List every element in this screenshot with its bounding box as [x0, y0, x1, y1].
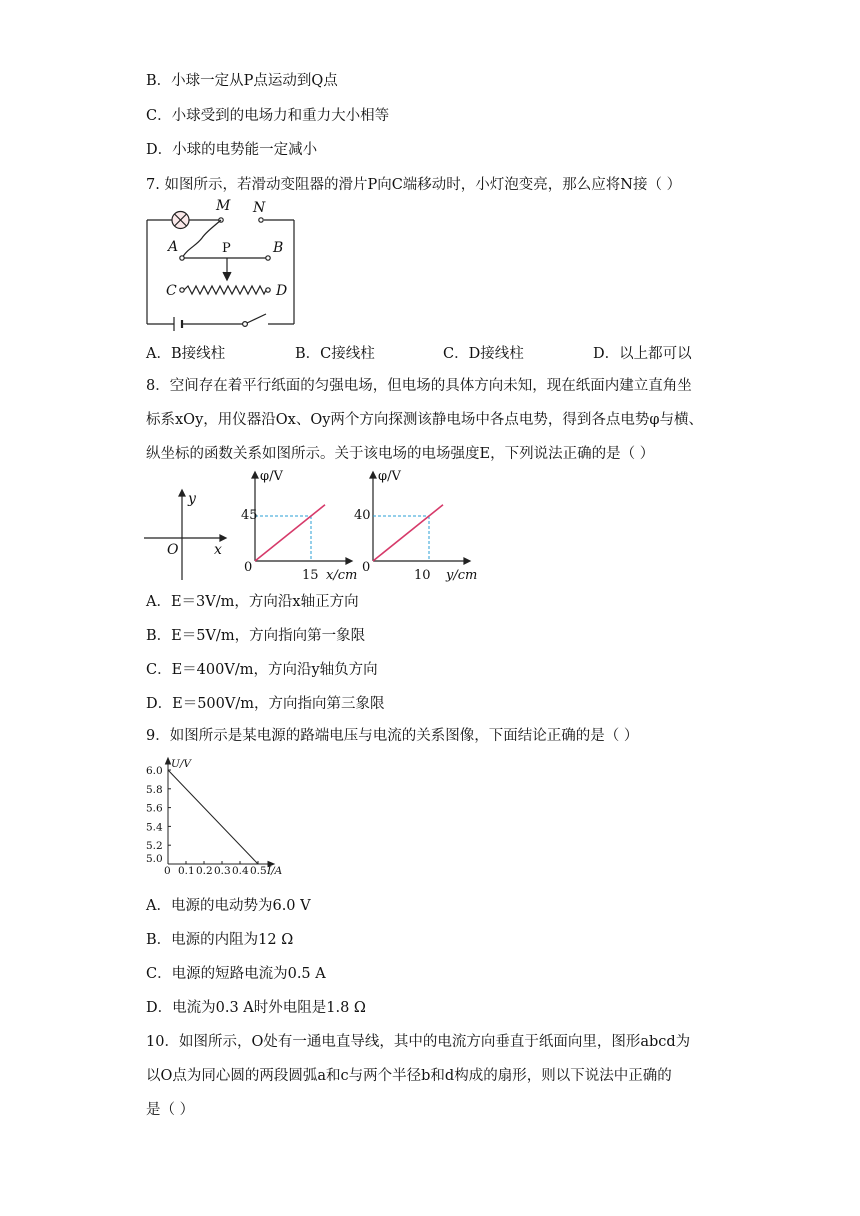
q10-stem-line-1: 10．如图所示，O处有一通电直导线，其中的电流方向垂直于纸面向里，图形abcd为 [146, 1034, 691, 1050]
ui-ytick-label: 5.4 [146, 821, 163, 834]
q9-option-c: C．电源的短路电流为0.5 A [146, 966, 326, 982]
phi-x-origin: 0 [244, 560, 253, 575]
phi-x-ylabel: φ/V [260, 469, 283, 484]
q8-phi-y-chart [356, 468, 480, 582]
phi-y-ylabel: φ/V [378, 469, 401, 484]
q8-stem-line-1: 8．空间存在着平行纸面的匀强电场，但电场的具体方向未知，现在纸面内建立直角坐 [146, 378, 692, 394]
label-c: C [166, 283, 177, 299]
phi-y-series-line [373, 505, 443, 561]
q9-option-d: D．电流为0.3 A时外电阻是1.8 Ω [146, 1000, 366, 1016]
q7-option-a: A．B接线柱 [146, 346, 226, 362]
ui-xtick-label: 0.2 [196, 865, 213, 877]
label-n: N [253, 200, 266, 216]
q7-circuit-figure [140, 198, 300, 332]
axes-label-o: O [167, 542, 179, 558]
ui-series-line [168, 770, 258, 864]
label-d: D [276, 283, 288, 299]
axes-label-y: y [188, 491, 196, 507]
phi-y-xlabel: y/cm [446, 568, 478, 583]
q8-stem-line-3: 纵坐标的函数关系如图所示。关于该电场的电场强度E，下列说法正确的是（ ） [146, 446, 655, 462]
q8-option-d: D．E＝500V/m，方向指向第三象限 [146, 696, 385, 712]
phi-y-ytick: 40 [354, 508, 371, 523]
q8-axes-figure [140, 486, 230, 582]
label-a: A [168, 239, 179, 255]
q8-option-b: B．E＝5V/m，方向指向第一象限 [146, 628, 366, 644]
q10-stem-line-3: 是（ ） [146, 1102, 195, 1118]
q9-option-a: A．电源的电动势为6.0 V [146, 898, 311, 914]
q7-options [146, 342, 746, 362]
label-b: B [273, 240, 284, 256]
q6-option-d: D．小球的电势能一定减小 [146, 142, 318, 158]
label-p: P [222, 241, 231, 256]
axes-label-x: x [214, 542, 222, 558]
q8-option-c: C．E＝400V/m，方向沿y轴负方向 [146, 662, 378, 678]
ui-ytick-label: 5.6 [146, 802, 163, 815]
ui-ytick-label: 5.2 [146, 840, 163, 853]
phi-y-origin: 0 [362, 560, 371, 575]
q8-option-a: A．E＝3V/m，方向沿x轴正方向 [146, 594, 359, 610]
q7-option-d: D．以上都可以 [593, 346, 692, 362]
label-m: M [216, 198, 231, 214]
phi-x-xtick: 15 [302, 568, 319, 583]
ui-xtick-label: 0 [164, 865, 171, 877]
q8-stem-line-2: 标系xOy，用仪器沿Ox、Oy两个方向探测该静电场中各点电势，得到各点电势φ与横、 [146, 412, 704, 428]
phi-y-xtick: 10 [414, 568, 431, 583]
q7-stem: 7. 如图所示，若滑动变阻器的滑片P向C端移动时，小灯泡变亮，那么应将N接（ ） [146, 177, 682, 193]
q7-option-b: B．C接线柱 [295, 346, 375, 362]
ui-xlabel: I/A [267, 865, 283, 877]
q8-phi-x-chart [238, 468, 358, 582]
ui-ytick-label: 5.0 [146, 853, 163, 865]
q6-option-c: C．小球受到的电场力和重力大小相等 [146, 108, 390, 124]
ui-ylabel: U/V [171, 758, 191, 770]
phi-x-series-line [255, 505, 325, 561]
ui-ytick-label: 6.0 [146, 765, 163, 777]
q9-option-b: B．电源的内阻为12 Ω [146, 932, 294, 948]
q9-ui-chart [140, 758, 283, 878]
ui-xtick-label: 0.3 [214, 865, 231, 877]
q7-option-c: C．D接线柱 [443, 346, 524, 362]
phi-x-xlabel: x/cm [326, 568, 358, 583]
ui-xtick-label: 0.4 [232, 865, 249, 877]
ui-ytick-label: 5.8 [146, 783, 163, 796]
phi-x-ytick: 45 [241, 508, 258, 523]
q10-stem-line-2: 以O点为同心圆的两段圆弧a和c与两个半径b和d构成的扇形，则以下说法中正确的 [146, 1068, 672, 1084]
q6-option-b: B．小球一定从P点运动到Q点 [146, 73, 338, 89]
ui-xtick-label: 0.5 [250, 865, 267, 877]
q9-stem: 9．如图所示是某电源的路端电压与电流的关系图像，下面结论正确的是（ ） [146, 728, 639, 744]
ui-xtick-label: 0.1 [178, 865, 195, 877]
